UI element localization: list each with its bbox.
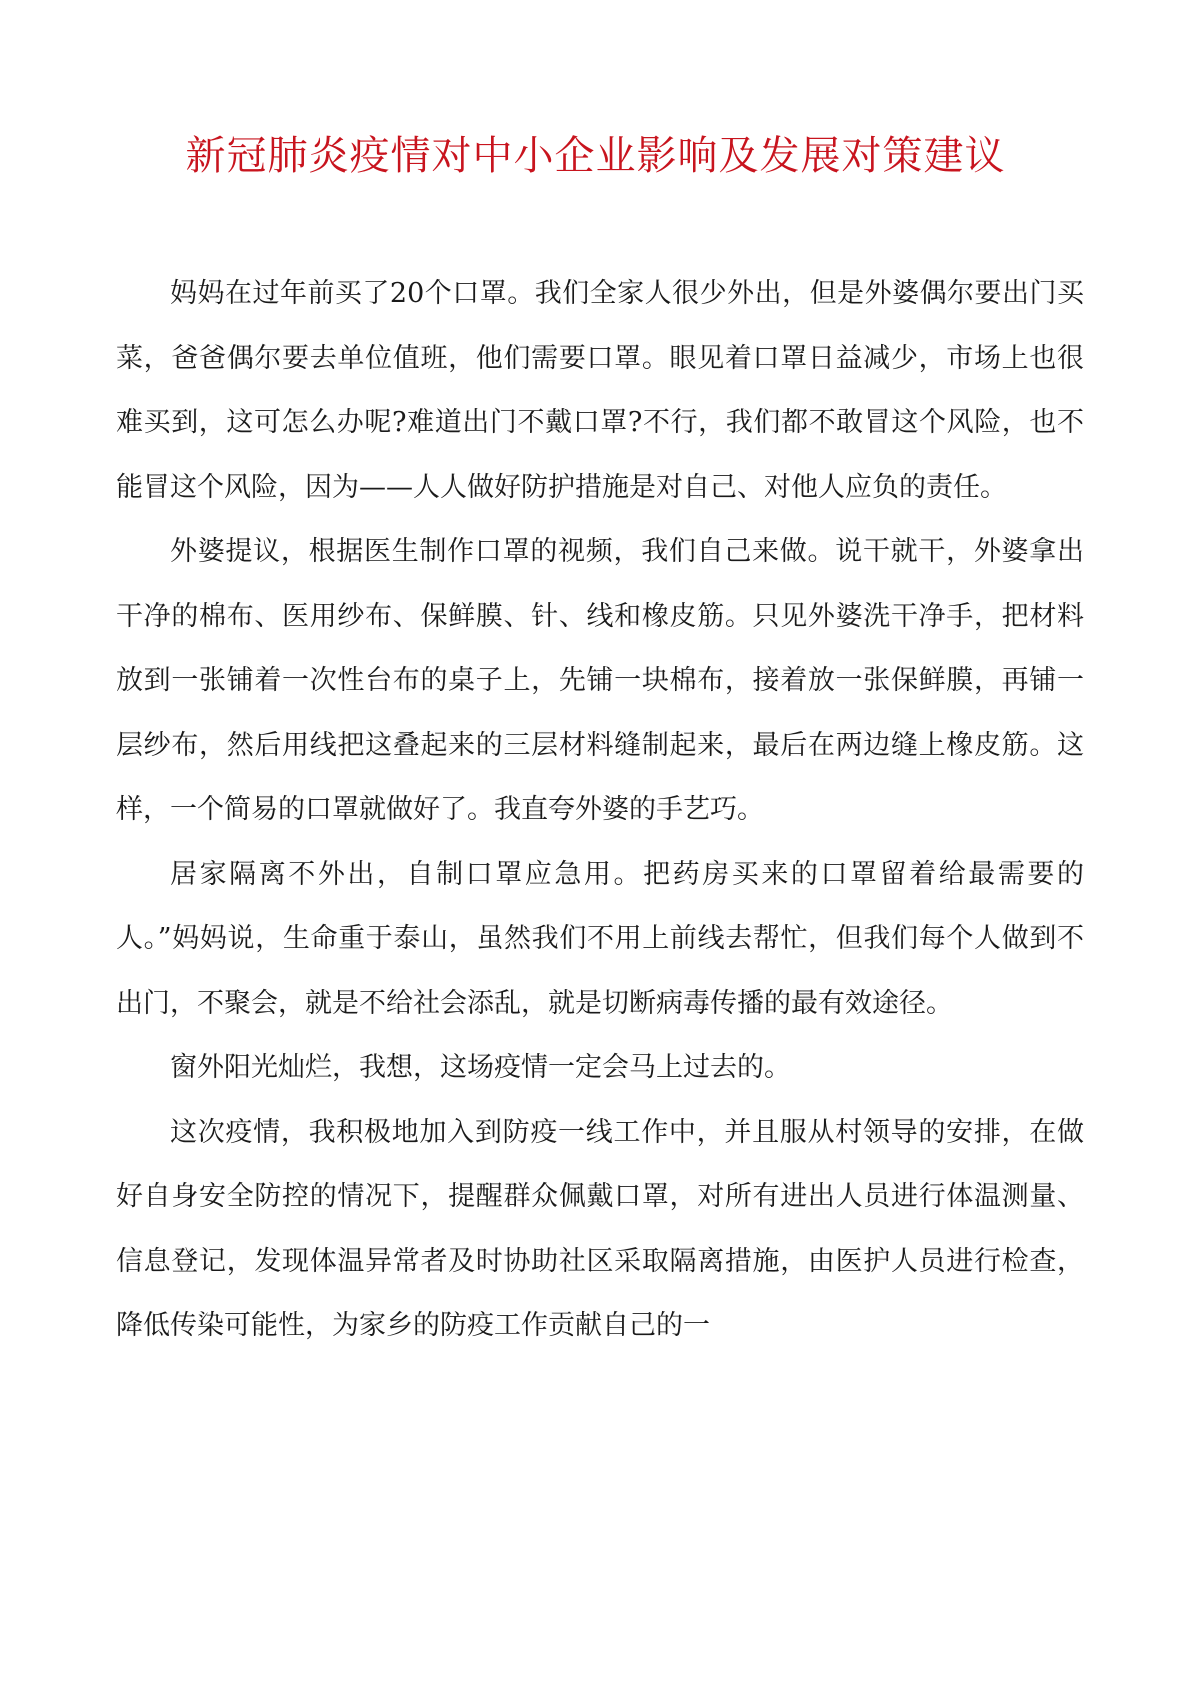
paragraph: 妈妈在过年前买了20个口罩。我们全家人很少外出，但是外婆偶尔要出门买菜，爸爸偶尔要去单位值班，他们需要口罩。眼见着口罩日益减少，市场上也很难买到，这可怎么办呢?难道出门不戴口罩?不行，我们都不敢冒这个风险，也不能冒这个风险，因为——人人做好防护措施是对自己、对他人应负的责任。 (116, 278, 1084, 503)
paragraph: 这次疫情，我积极地加入到防疫一线工作中，并且服从村领导的安排，在做好自身安全防控的情况下，提醒群众佩戴口罩，对所有进出人员进行体温测量、信息登记，发现体温异常者及时协助社区采取隔离措施，由医护人员进行检查，降低传染可能性，为家乡的防疫工作贡献自己的一 (116, 1116, 1084, 1341)
document-title: 新冠肺炎疫情对中小企业影响及发展对策建议 (185, 133, 1006, 179)
paragraph: 居家隔离不外出，自制口罩应急用。把药房买来的口罩留着给最需要的人。”妈妈说，生命重于泰山，虽然我们不用上前线去帮忙，但我们每个人做到不出门，不聚会，就是不给社会添乱，就是切断病毒传播的最有效途径。 (116, 858, 1084, 1019)
paragraph: 外婆提议，根据医生制作口罩的视频，我们自己来做。说干就干，外婆拿出干净的棉布、医用纱布、保鲜膜、针、线和橡皮筋。只见外婆洗干净手，把材料放到一张铺着一次性台布的桌子上，先铺一块棉布，接着放一张保鲜膜，再铺一层纱布，然后用线把这叠起来的三层材料缝制起来，最后在两边缝上橡皮筋。这样，一个简易的口罩就做好了。我直夸外婆的手艺巧。 (116, 536, 1084, 825)
document-body (116, 262, 1084, 1359)
paragraph: 窗外阳光灿烂，我想，这场疫情一定会马上过去的。 (170, 1052, 791, 1083)
